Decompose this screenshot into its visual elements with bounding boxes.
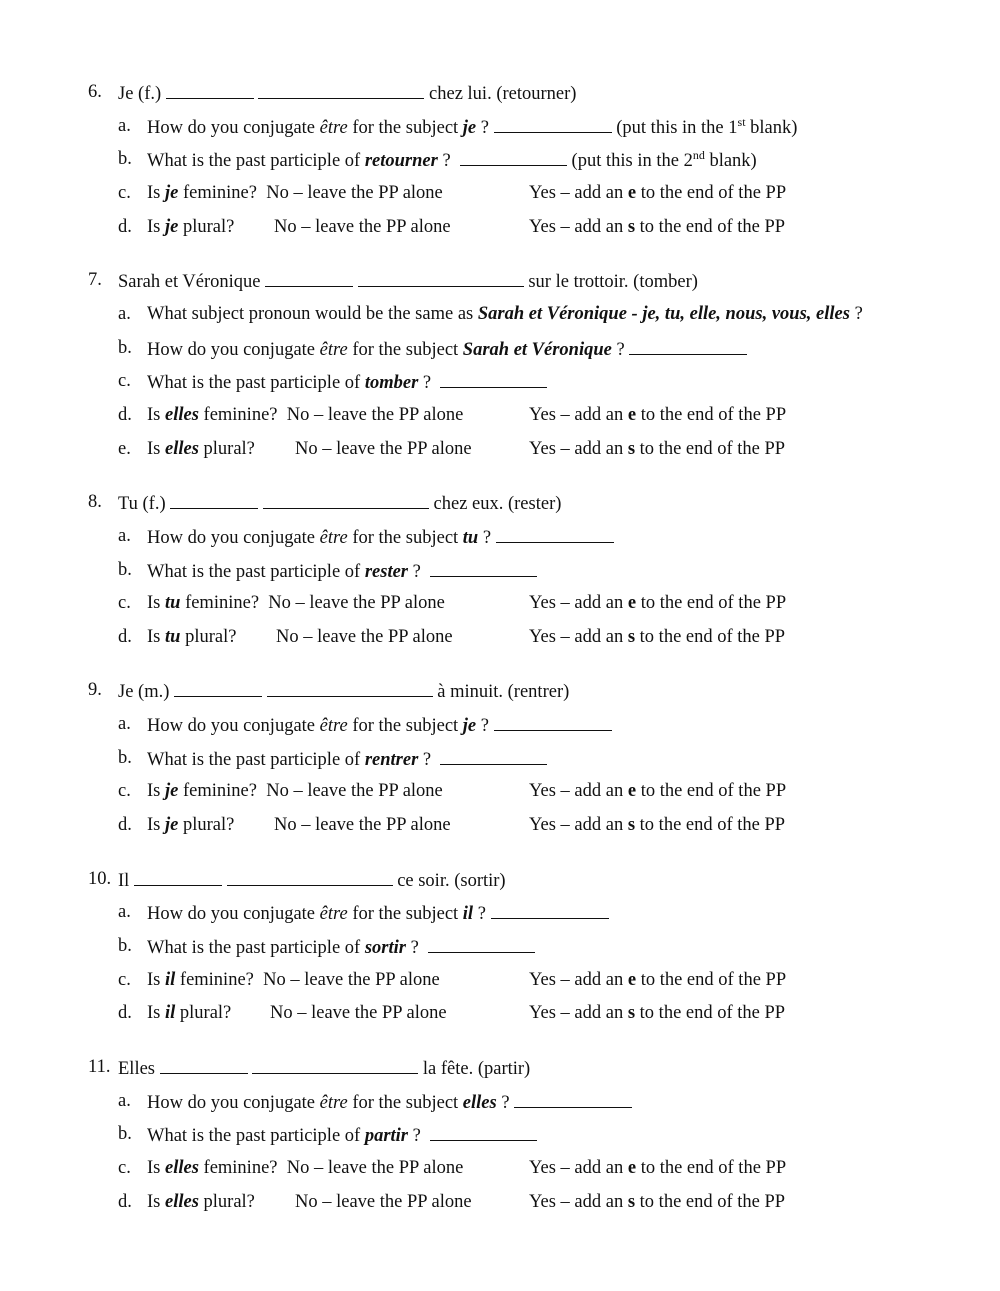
option-no[interactable]: No – leave the PP alone — [274, 217, 451, 237]
option-yes[interactable]: Yes – add an s to the end of the PP — [529, 439, 786, 459]
option-yes[interactable]: Yes – add an s to the end of the PP — [529, 627, 786, 647]
answer-blank[interactable] — [428, 935, 535, 953]
option-no[interactable]: No – leave the PP alone — [286, 1158, 464, 1178]
answer-blank[interactable] — [430, 559, 537, 577]
answer-blank-2[interactable] — [252, 1056, 418, 1074]
question-number: 7. — [88, 270, 102, 290]
option-no[interactable]: No – leave the PP alone — [286, 405, 464, 425]
question-number: 10. — [88, 869, 112, 889]
answer-blank[interactable] — [430, 1123, 537, 1141]
answer-blank-2[interactable] — [263, 491, 429, 509]
option-yes[interactable]: Yes – add an e to the end of the PP — [529, 593, 787, 613]
option-no[interactable]: No – leave the PP alone — [295, 439, 472, 459]
question-subject: Je (f.) — [118, 84, 162, 104]
answer-blank[interactable] — [514, 1090, 632, 1108]
option-yes[interactable]: Yes – add an e to the end of the PP — [529, 183, 787, 203]
option-no[interactable]: No – leave the PP alone — [268, 593, 445, 613]
question-number: 8. — [88, 492, 102, 512]
answer-blank-2[interactable] — [358, 269, 524, 287]
question-ending: la fête. (partir) — [422, 1059, 531, 1079]
question-ending: sur le trottoir. (tomber) — [528, 272, 698, 292]
answer-blank[interactable] — [494, 713, 612, 731]
question-ending: chez eux. (rester) — [433, 494, 562, 514]
answer-blank-1[interactable] — [265, 269, 353, 287]
option-no[interactable]: No – leave the PP alone — [295, 1192, 472, 1212]
answer-blank-1[interactable] — [134, 868, 222, 886]
question-subject: Je (m.) — [118, 682, 170, 702]
option-yes[interactable]: Yes – add an s to the end of the PP — [529, 1192, 786, 1212]
answer-blank[interactable] — [629, 337, 747, 355]
question-number: 11. — [88, 1057, 111, 1077]
option-no[interactable]: No – leave the PP alone — [276, 627, 453, 647]
answer-blank[interactable] — [491, 901, 609, 919]
option-no[interactable]: No – leave the PP alone — [266, 781, 443, 801]
option-yes[interactable]: Yes – add an e to the end of the PP — [529, 405, 787, 425]
option-no[interactable]: No – leave the PP alone — [266, 183, 443, 203]
option-yes[interactable]: Yes – add an s to the end of the PP — [529, 217, 786, 237]
answer-blank-2[interactable] — [267, 679, 433, 697]
answer-blank[interactable] — [440, 747, 547, 765]
option-yes[interactable]: Yes – add an e to the end of the PP — [529, 1158, 787, 1178]
question-subject: Il — [118, 871, 130, 891]
answer-blank[interactable] — [440, 370, 547, 388]
answer-blank-1[interactable] — [170, 491, 258, 509]
question-number: 9. — [88, 680, 102, 700]
answer-blank-2[interactable] — [227, 868, 393, 886]
answer-blank[interactable] — [496, 525, 614, 543]
question-ending: à minuit. (rentrer) — [437, 682, 570, 702]
question-number: 6. — [88, 82, 102, 102]
answer-blank-1[interactable] — [166, 81, 254, 99]
option-yes[interactable]: Yes – add an e to the end of the PP — [529, 781, 787, 801]
option-yes[interactable]: Yes – add an e to the end of the PP — [529, 970, 787, 990]
option-no[interactable]: No – leave the PP alone — [263, 970, 440, 990]
answer-blank-1[interactable] — [174, 679, 262, 697]
option-no[interactable]: No – leave the PP alone — [274, 815, 451, 835]
question-subject: Elles — [118, 1059, 155, 1079]
worksheet-page: 6. Je (f.) chez lui. (retourner) a. How do you conjugate être for the subject je ? (put this in the 1st blank) b. What is the past participle of retourner ? (put this in the 2nd blank) c. Is je feminine? No – leave the PP alone Yes – add an e to the end of the PP d. Is je plural? No – leave the PP alone Yes – add an s to the end of the PP 7. Sarah et Véronique sur le trottoir. (tomber) a. What subject pronoun would be the same as Sarah et Véronique - je, tu, elle, nous, vous, elles ? b. How do you conjugate être for the subject Sarah et Véronique ? c. What is the past participle of tomber ? d. Is elles feminine? No – leave the PP alone Yes – add an e to the end of the PP e. Is elles plural? No – leave the PP alone Yes – add an s to the end of the PP 8. Tu (f.) chez eux. (rester) a. How do you conjugate être for the subject tu ? b. What is the past participle of rester ? c. Is tu feminine? No – leave the PP alone Yes – add an e to the end of the PP d. Is tu plural? No – leave the PP alone Yes – add an s to the end of the PP 9. Je (m.) à minuit. (rentrer) a. How do you conjugate être for the subject je ? b. What is the past participle of rentrer ? c. Is je feminine? No – leave the PP alone Yes – add an e to the end of the PP d. Is je plural? No – leave the PP alone Yes – add an s to the end of the PP 10. Il ce soir. (sortir) a. How do you conjugate être for the subject il ? b. What is the past participle of sortir ? c. Is il feminine? No – leave the PP alone Yes – add an e to the end of the PP d. Is il plural? No – leave the PP alone Yes – add an s to the end of the PP 11. Elles la fête. (partir) a. How do you conjugate être for the subject elles ? b. What is the past participle of partir ? c. Is elles feminine? No – leave the PP alone Yes – add an e to the end of the PP d. Is elles plural? No – leave the PP alone Yes – add an s to the end of the PP — [88, 82, 863, 1212]
answer-blank[interactable] — [494, 115, 612, 133]
question-ending: ce soir. (sortir) — [397, 871, 506, 891]
option-yes[interactable]: Yes – add an s to the end of the PP — [529, 815, 786, 835]
answer-blank-1[interactable] — [160, 1056, 248, 1074]
question-ending: chez lui. (retourner) — [429, 84, 577, 104]
answer-blank-2[interactable] — [258, 81, 424, 99]
option-no[interactable]: No – leave the PP alone — [270, 1003, 447, 1023]
question-subject: Sarah et Véronique — [118, 272, 261, 292]
answer-blank[interactable] — [460, 148, 567, 166]
question-subject: Tu (f.) — [118, 494, 166, 514]
option-yes[interactable]: Yes – add an s to the end of the PP — [529, 1003, 786, 1023]
